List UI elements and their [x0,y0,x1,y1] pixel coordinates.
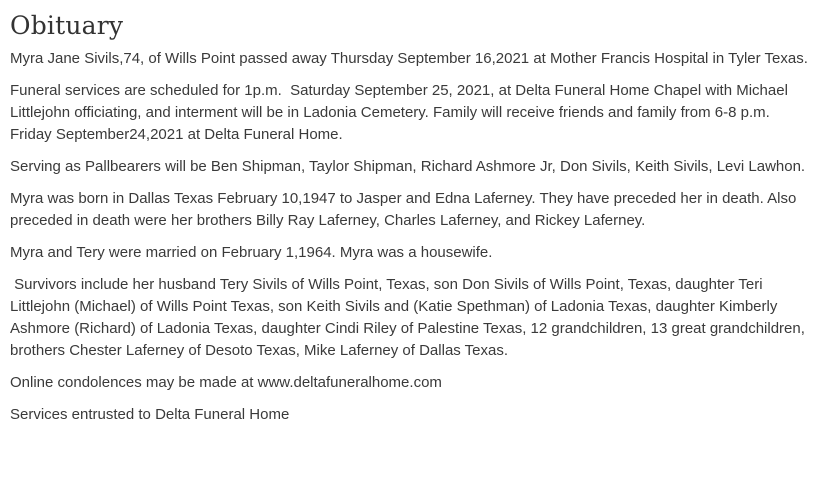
marriage-paragraph: Myra and Tery were married on February 1,1964. Myra was a housewife. [10,244,493,261]
services-entrusted-paragraph: Services entrusted to Delta Funeral Home [10,406,290,423]
birth-family-paragraph: Myra was born in Dallas Texas February 10,1947 to Jasper and Edna Laferney. They have preceded her in death. Also preceded in death were her brothers Billy Ray Laferney, Charles Laferney, and Rickey Laferney. [10,190,801,229]
condolences-paragraph: Online condolences may be made at www.deltafuneralhome.com [10,374,442,391]
page-title: Obituary [10,11,124,40]
funeral-services-paragraph: Funeral services are scheduled for 1p.m. Saturday September 25, 2021, at Delta Funeral Home Chapel with Michael Littlejohn officiating, and interment will be in Ladonia Cemetery. Family will receive friends and family from 6-8 p.m. Friday September24,2021 at Delta Funeral Home. [10,82,793,143]
death-announcement-paragraph: Myra Jane Sivils,74, of Wills Point passed away Thursday September 16,2021 at Mother Francis Hospital in Tyler Texas. [10,50,808,67]
survivors-paragraph: Survivors include her husband Tery Sivils of Wills Point, Texas, son Don Sivils of Wills Point, Texas, daughter Teri Littlejohn (Michael) of Wills Point Texas, son Keith Sivils and (Katie Spethman) of Ladonia Texas, daughter Kimberly Ashmore (Richard) of Ladonia Texas, daughter Cindi Riley of Palestine Texas, 12 grandchildren, 13 great grandchildren, brothers Chester Laferney of Desoto Texas, Mike Laferney of Dallas Texas. [10,276,810,359]
pallbearers-paragraph: Serving as Pallbearers will be Ben Shipman, Taylor Shipman, Richard Ashmore Jr, Don Sivils, Keith Sivils, Levi Lawhon. [10,158,806,175]
